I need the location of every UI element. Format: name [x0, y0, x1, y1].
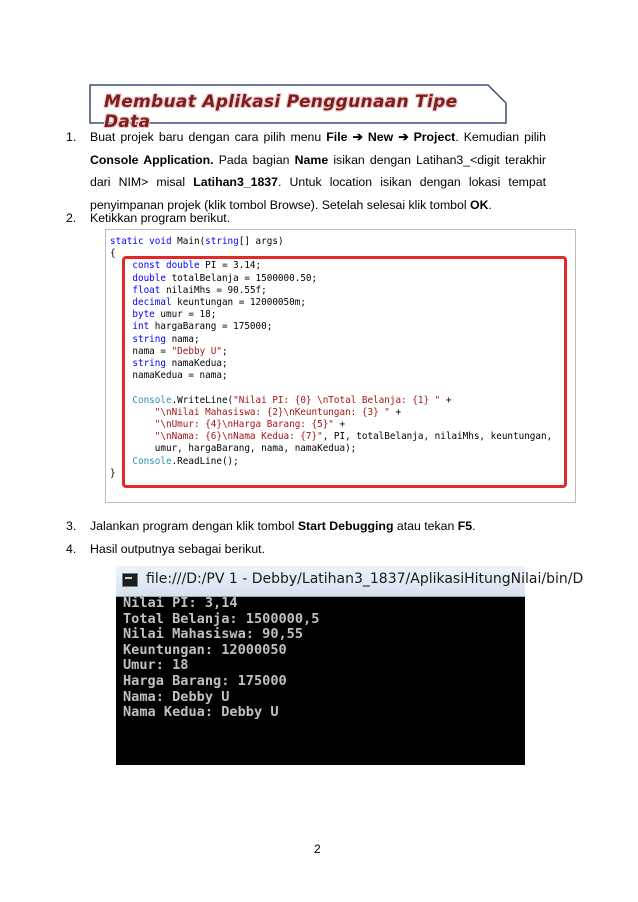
- ok-label: OK: [470, 197, 489, 212]
- step-2: [66, 207, 231, 230]
- start-debugging-label: Start Debugging: [297, 519, 394, 533]
- step-1-line-1: [90, 126, 546, 149]
- console-line: Nilai PI: 3,14: [123, 595, 238, 611]
- console-line: Nama Kedua: Debby U: [123, 704, 279, 721]
- project-name-example: Latihan3_1837: [193, 175, 278, 189]
- step-3: [66, 515, 476, 538]
- step-number: 2.: [66, 211, 77, 225]
- step-1: [66, 126, 547, 216]
- text: .: [472, 519, 476, 533]
- code-listing: static void Main(string[] args) { const double PI = 3.14; double totalBelanja = 1500000.50; float nilaiMhs = 90.55f; decimal keuntungan = 12000050m; byte umur = 18; int hargaBarang = 175000; string nama; nama = "Debby U"; string namaKedua; namaKedua = nama; Console.WriteLine("Nilai PI: {0} \nTotal Belanja: {1} " + "\nNilai Mahasiswa: {2}\nKeuntungan: {3} " + "\nUmur: {4}\nHarga Barang: {5}" + "\nNama: {6}\nNama Kedua: {7}", PI, totalBelanja, nilaiMhs, keuntungan, umur, hargaBarang, nama, namaKedua); Console.ReadLine(); }: [110, 236, 553, 479]
- console-line: Umur: 18: [123, 657, 189, 674]
- console-window: [116, 566, 584, 765]
- console-app-icon: [122, 573, 138, 587]
- text: . Untuk location isikan dengan lokasi tempat: [277, 175, 546, 189]
- console-title-bar: [116, 566, 584, 597]
- text: Jalankan program dengan klik tombol: [90, 519, 298, 533]
- arrow-icon: ➔: [398, 130, 409, 144]
- step-number: 4.: [66, 542, 77, 556]
- text: isikan dengan Latihan3_<digit terakhir: [328, 152, 546, 167]
- console-output: [123, 596, 319, 721]
- console-line: Keuntungan: 12000050: [123, 641, 287, 658]
- arrow-icon: ➔: [352, 130, 363, 144]
- f5-key-label: F5: [457, 519, 473, 533]
- text: .: [488, 197, 492, 212]
- menu-project: Project: [413, 130, 456, 144]
- text: . Kemudian pilih: [455, 130, 547, 144]
- step-number: 1.: [66, 130, 77, 144]
- console-title: file:///D:/PV 1 - Debby/Latihan3_1837/AplikasiHitungNilai/bin/D: [146, 571, 584, 587]
- console-line: Nama: Debby U: [123, 688, 230, 705]
- step-4-text: Hasil outputnya sebagai berikut.: [90, 542, 265, 556]
- page-number: 2: [314, 842, 321, 856]
- text: atau tekan: [393, 519, 458, 533]
- text: Buat projek baru dengan cara pilih menu: [90, 130, 327, 144]
- menu-new: New: [367, 130, 394, 144]
- section-heading-banner: [88, 83, 508, 132]
- console-line: Total Belanja: 1500000,5: [123, 610, 320, 627]
- text: penyimpanan projek (klik tombol Browse). Setelah selesai klik tombol: [90, 197, 471, 212]
- step-number: 3.: [66, 519, 77, 533]
- console-application-label: Console Application.: [90, 152, 214, 167]
- code-highlight-frame: [122, 256, 567, 488]
- step-2-text: Ketikkan program berikut.: [90, 211, 231, 225]
- step-1-line-3: [90, 171, 546, 194]
- console-line: Harga Barang: 175000: [123, 672, 287, 689]
- menu-file: File: [326, 130, 348, 144]
- step-1-line-2: [90, 149, 546, 172]
- step-4: [66, 538, 265, 561]
- section-heading: Membuat Aplikasi Penggunaan Tipe Data: [104, 92, 458, 132]
- name-label: Name: [294, 152, 329, 167]
- text: dari NIM> misal: [90, 175, 194, 189]
- console-line: Nilai Mahasiswa: 90,55: [123, 626, 304, 643]
- text: Pada bagian: [213, 152, 295, 167]
